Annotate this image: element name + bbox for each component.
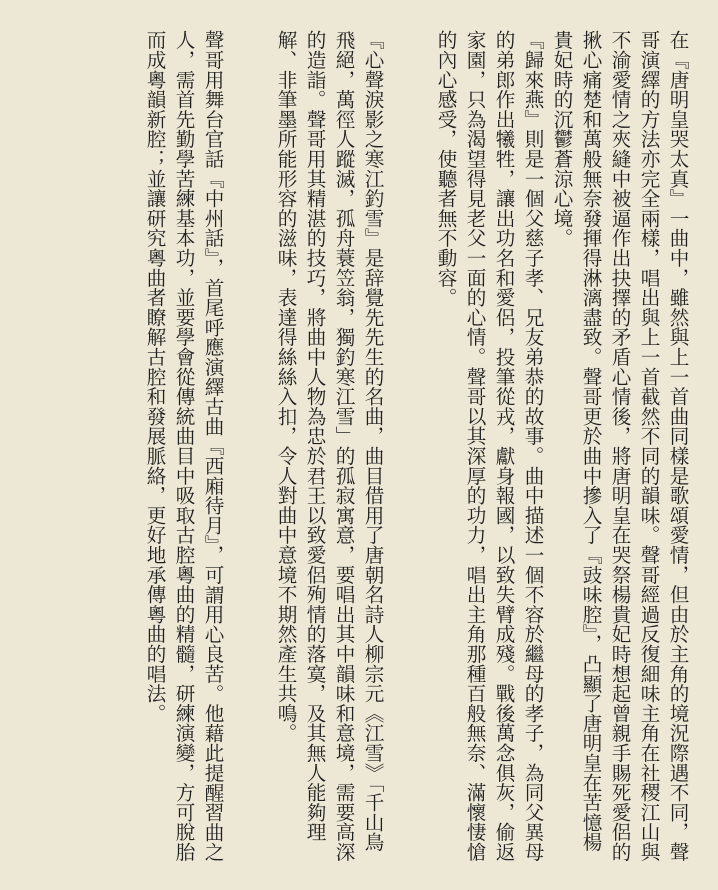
paragraph-4: 聲哥用舞台官話『中州話』，首尾呼應演繹古曲『西廂待月』，可謂用心良苦。他藉此提醒習曲之人，需首先勤學苦練基本功，並要學會從傳統曲目中吸取古腔粵曲的精髓，研練演變，方可脫胎而成粵韻新腔；並讓研究粵曲者瞭解古腔和發展脈絡，更好地承傳粵曲的唱法。 xyxy=(143,30,224,862)
vertical-text-body xyxy=(96,30,692,870)
paragraph-2: 『歸來燕』則是一個父慈子孝、兄友弟恭的故事。曲中描述一個不容於繼母的孝子，為同父異母的弟郎作出犧牲，讓出功名和愛侶，投筆從戎，獻身報國，以致失臂成殘。戰後萬念俱灰，偷返家園，只為渴望得見老父一面的心情。聲哥以其深厚的功力，唱出主角那種百般無奈、滿懷悽愴的內心感受，使聽者無不動容。 xyxy=(434,30,544,862)
paragraph-3: 『心聲淚影之寒江釣雪』是辞覺先先生的名曲，曲目借用了唐朝名詩人柳宗元《江雪》「千山鳥飛絕，萬徑人蹤滅，孤舟蓑笠翁，獨釣寒江雪」的孤寂寓意，要唱出其中韻味和意境，需要高深的造詣。聲哥用其精湛的技巧，將曲中人物為忠於君王以致愛侶殉情的落寞，及其無人能夠理解、非筆墨所能形容的滋味，表達得絲絲入扣，令人對曲中意境不期然產生共鳴。 xyxy=(274,30,384,862)
paragraph-1: 在『唐明皇哭太真』一曲中，雖然與上一首曲同樣是歌頌愛情，但由於主角的境況際遇不同，聲哥演繹的方法亦完全兩樣，唱出與上一首截然不同的韻味。聲哥經過反復細味主角在社稷江山與不渝愛情之夾縫中被逼作出抉擇的矛盾心情後，將唐明皇在哭祭楊貴妃時想起曾親手賜死愛侶的揪心痛楚和萬般無奈發揮得淋漓盡致。聲哥更於曲中摻入了『豉味腔』，凸顯了唐明皇在苦憶楊貴妃時的沉鬱蒼涼心境。 xyxy=(550,30,689,862)
